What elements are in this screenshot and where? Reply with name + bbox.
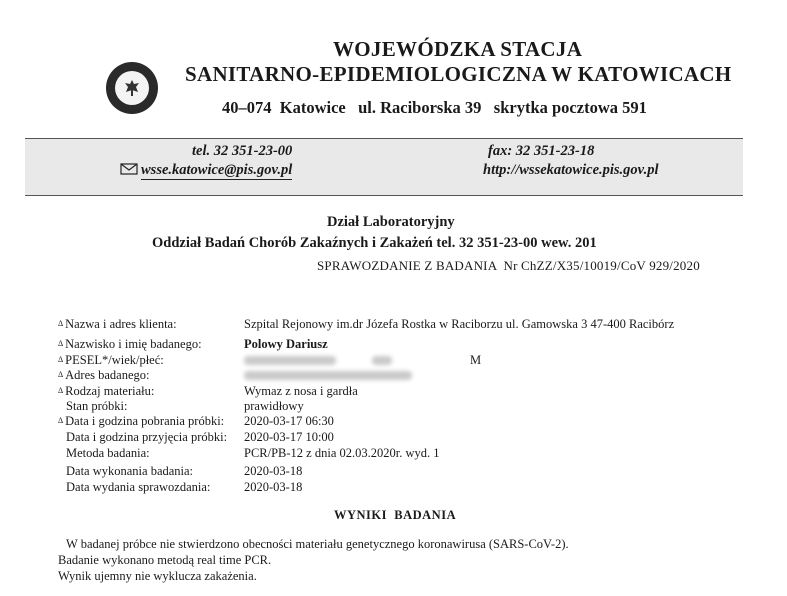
department-unit: Oddział Badań Chorób Zakaźnych i Zakażeń tel. 32 351-23-00 wew. 201 xyxy=(152,235,597,251)
envelope-icon xyxy=(120,163,138,180)
marker-icon: Δ xyxy=(58,339,64,348)
field-label: Δ Adres badanego: xyxy=(58,368,150,382)
field-label: Data wydania sprawozdania: xyxy=(66,480,211,494)
field-value: 2020-03-17 10:00 xyxy=(244,430,334,444)
marker-icon: Δ xyxy=(58,355,64,364)
results-heading: WYNIKI BADANIA xyxy=(334,508,457,522)
field-value: 2020-03-17 06:30 xyxy=(244,414,334,428)
redacted-address xyxy=(244,371,412,380)
field-label: Data i godzina przyjęcia próbki: xyxy=(66,430,228,444)
state-inspection-seal-icon xyxy=(106,62,158,114)
eagle-emblem-icon xyxy=(115,71,149,105)
field-label: Data wykonania badania: xyxy=(66,464,194,478)
result-line: W badanej próbce nie stwierdzono obecności materiału genetycznego koronawirusa (SARS-CoV-2). xyxy=(66,537,569,551)
phone-number: tel. 32 351-23-00 xyxy=(192,143,293,159)
field-label: Δ Nazwa i adres klienta: xyxy=(58,317,177,331)
field-value: PCR/PB-12 z dnia 02.03.2020r. wyd. 1 xyxy=(244,446,440,460)
field-value: 2020-03-18 xyxy=(244,480,303,494)
website-url: http://wssekatowice.pis.gov.pl xyxy=(483,162,659,178)
field-value: 2020-03-18 xyxy=(244,464,303,478)
redacted-age xyxy=(372,356,392,365)
field-value: Polowy Dariusz xyxy=(244,337,328,351)
marker-icon: Δ xyxy=(58,319,64,328)
field-label: Δ Data i godzina pobrania próbki: xyxy=(58,414,225,428)
department-name: Dział Laboratoryjny xyxy=(327,214,455,230)
redacted-pesel xyxy=(244,356,336,365)
field-value: Szpital Rejonowy im.dr Józefa Rostka w Raciborzu ul. Gamowska 3 47-400 Racibórz xyxy=(244,317,675,331)
email-block xyxy=(120,162,292,180)
fax-number: fax: 32 351-23-18 xyxy=(488,143,595,159)
marker-icon: Δ xyxy=(58,416,64,425)
field-label: Δ Rodzaj materiału: xyxy=(58,384,155,398)
result-line: Badanie wykonano metodą real time PCR. xyxy=(58,553,272,567)
field-label: Δ PESEL*/wiek/płeć: xyxy=(58,353,164,367)
institution-address: 40–074 Katowice ul. Raciborska 39 skrytka pocztowa 591 xyxy=(222,98,647,117)
report-title: SPRAWOZDANIE Z BADANIA Nr ChZZ/X35/10019/CoV 929/2020 xyxy=(317,258,700,273)
marker-icon: Δ xyxy=(58,370,64,379)
email-address: wsse.katowice@pis.gov.pl xyxy=(141,162,293,178)
institution-name-line1: WOJEWÓDZKA STACJA xyxy=(333,37,583,61)
field-label: Metoda badania: xyxy=(66,446,150,460)
field-value: prawidłowy xyxy=(244,399,304,413)
field-label: Stan próbki: xyxy=(66,399,128,413)
institution-name-line2: SANITARNO-EPIDEMIOLOGICZNA W KATOWICACH xyxy=(185,62,732,86)
field-value: Wymaz z nosa i gardła xyxy=(244,384,358,398)
marker-icon: Δ xyxy=(58,386,64,395)
field-label: Δ Nazwisko i imię badanego: xyxy=(58,337,202,351)
result-line: Wynik ujemny nie wyklucza zakażenia. xyxy=(58,569,257,583)
field-value: M xyxy=(470,353,482,367)
